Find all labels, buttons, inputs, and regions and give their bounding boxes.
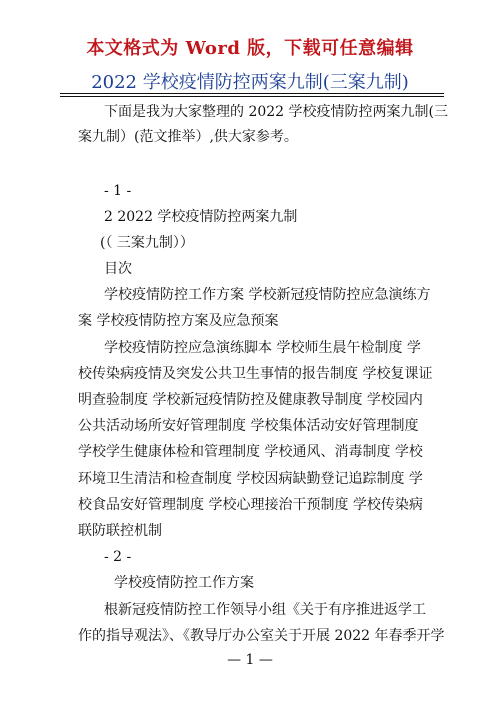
body-line: 根新冠疫情防控工作领导小组《关于有序推进返学工 — [104, 602, 426, 618]
document-title: 2022 学校疫情防控两案九制(三案九制) — [91, 72, 409, 93]
section-title: 2 2022 学校疫情防控两案九制 — [104, 209, 298, 225]
toc-line: 校传染病疫情及突发公共卫生事情的报告制度 学校复课证 — [78, 366, 433, 382]
toc-line: 公共活动场所安好管理制度 学校集体活动安好管理制度 — [78, 418, 419, 434]
toc-line: 明查验制度 学校新冠疫情防控及健康教导制度 学校园内 — [78, 392, 423, 408]
page-number: — 1 — — [227, 652, 273, 668]
format-banner: 本文格式为 Word 版，下载可任意编辑 — [86, 38, 414, 59]
toc-line: 学校疫情防控应急演练脚本 学校师生晨午检制度 学 — [104, 340, 421, 356]
body-line: 作的指导观法》、《教导厅办公室关于开展 2022 年春季开学 — [78, 628, 445, 644]
body-line: 下面是我为大家整理的 2022 学校疫情防控两案九制(三 — [104, 104, 448, 120]
section-subtitle: (（ 三案九制）） — [100, 235, 194, 251]
page-marker: - 2 - — [104, 549, 132, 565]
title-rule-top — [60, 93, 444, 94]
toc-line: 学校学生健康体检和管理制度 学校通风、消毒制度 学校 — [78, 444, 423, 460]
section-heading: 学校疫情防控工作方案 — [114, 575, 254, 591]
toc-line: 联防联控机制 — [78, 523, 162, 539]
toc-line: 案 学校疫情防控方案及应急预案 — [78, 313, 279, 329]
toc-line: 环境卫生清洁和检查制度 学校因病缺勤登记追踪制度 学 — [78, 471, 423, 487]
toc-line: 校食品安好管理制度 学校心理接治干预制度 学校传染病 — [78, 497, 423, 513]
toc-line: 学校疫情防控工作方案 学校新冠疫情防控应急演练方 — [104, 287, 431, 303]
title-rule-bottom — [60, 96, 444, 97]
toc-heading: 目次 — [104, 261, 132, 277]
page-marker: - 1 - — [104, 183, 132, 199]
body-line: 案九制）(范文推举）,供大家参考。 — [78, 129, 298, 145]
